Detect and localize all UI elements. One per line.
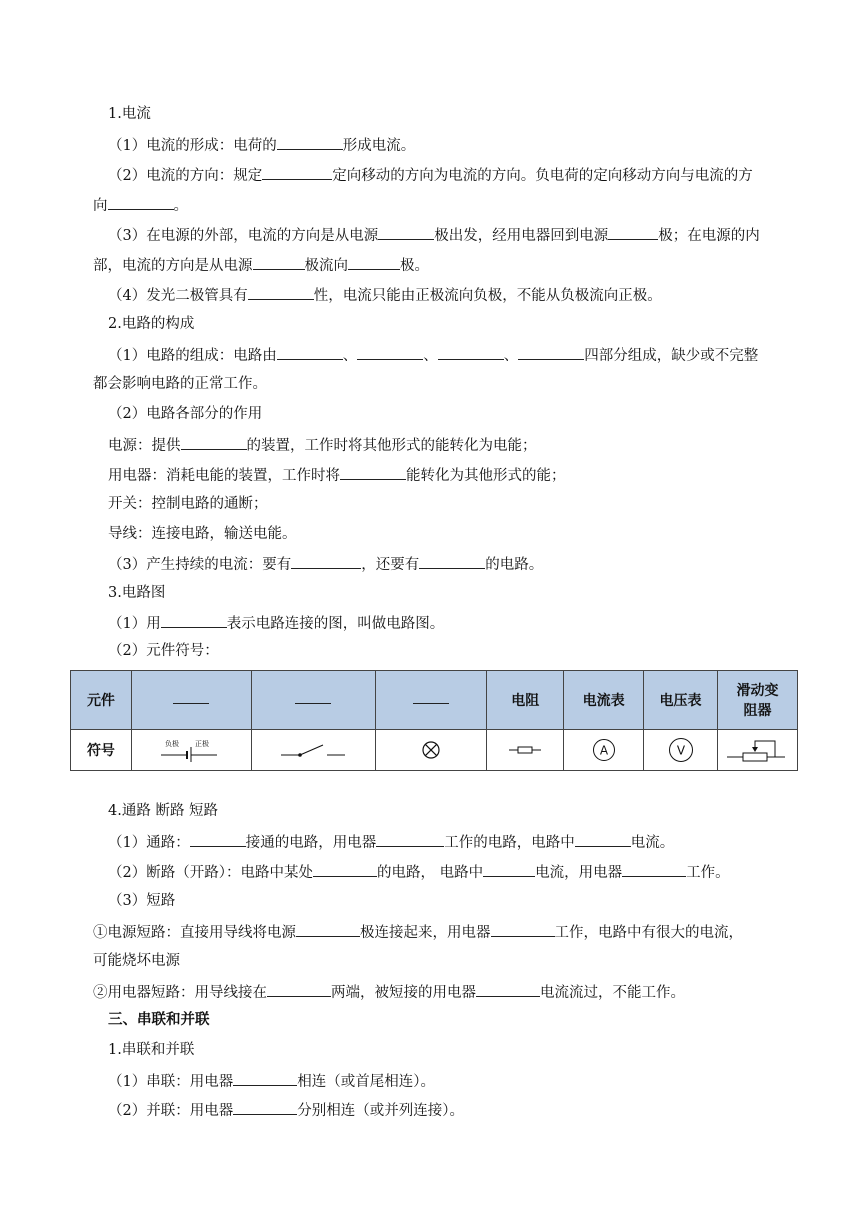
para-closed-circuit: （1）通路： 接通的电路，用电器 工作的电路，电路中 电流。	[108, 831, 674, 853]
blank-field[interactable]	[248, 284, 314, 300]
table-header-resistor: 电阻	[487, 671, 564, 730]
switch-symbol-cell	[251, 730, 375, 771]
lamp-symbol-cell	[375, 730, 487, 771]
blank-field[interactable]	[413, 693, 449, 704]
ammeter-symbol-cell	[564, 730, 644, 771]
table-blank-cell	[131, 671, 251, 730]
para-parallel: （2）并联：用电器 分别相连（或并列连接）。	[108, 1099, 464, 1121]
para-short-circuit: （3）短路	[108, 893, 176, 909]
para-source-short: ①电源短路：直接用导线将电源 极连接起来，用电器 工作，电路中有很大的电流，	[93, 921, 743, 943]
table-header-component: 元件	[71, 671, 132, 730]
blank-field[interactable]	[476, 981, 540, 997]
para-series: （1）串联：用电器 相连（或首尾相连）。	[108, 1070, 435, 1092]
blank-field[interactable]	[357, 344, 423, 360]
para-open-circuit: （2）断路（开路）：电路中某处 的电路， 电路中 电流，用电器 工作。	[108, 861, 730, 883]
switch-symbol-icon	[279, 740, 347, 760]
blank-field[interactable]	[622, 861, 686, 877]
battery-pos-label: 正极	[195, 740, 210, 748]
para-power-source: 电源：提供 的装置，工作时将其他形式的能转化为电能；	[108, 434, 537, 456]
table-header-voltmeter: 电压表	[644, 671, 718, 730]
blank-field[interactable]	[296, 921, 360, 937]
ammeter-letter: A	[599, 743, 608, 758]
battery-neg-label: 负极	[165, 740, 180, 748]
blank-field[interactable]	[295, 693, 331, 704]
table-header-symbol: 符号	[71, 730, 132, 771]
rheostat-symbol-icon	[725, 735, 789, 765]
blank-field[interactable]	[518, 344, 584, 360]
para-wire: 导线：连接电路，输送电能。	[108, 526, 297, 542]
blank-field[interactable]	[233, 1070, 297, 1086]
heading-circuit-diagram: 3.电路图	[108, 585, 166, 601]
resistor-symbol-cell	[487, 730, 564, 771]
blank-field[interactable]	[348, 254, 400, 270]
rheostat-label-line1: 滑动变	[736, 683, 779, 699]
para-external-direction: （3）在电源的外部，电流的方向是从电源 极出发，经用电器回到电源 极；在电源的内	[108, 224, 760, 246]
para-appliance-short: ②用电器短路：用导线接在 两端，被短接的用电器 电流流过，不能工作。	[93, 981, 685, 1003]
blank-field[interactable]	[575, 831, 631, 847]
lamp-symbol-icon	[420, 739, 442, 761]
blank-field[interactable]	[340, 464, 406, 480]
blank-field[interactable]	[262, 164, 332, 180]
rheostat-symbol-cell	[717, 730, 797, 771]
voltmeter-letter: V	[676, 743, 685, 758]
blank-field[interactable]	[190, 831, 246, 847]
para-source-short-cont: 可能烧坏电源	[93, 953, 180, 969]
blank-field[interactable]	[233, 1099, 297, 1115]
para-current-formation: （1）电流的形成：电荷的 形成电流。	[108, 134, 415, 156]
blank-field[interactable]	[438, 344, 504, 360]
blank-field[interactable]	[491, 921, 555, 937]
table-blank-cell	[251, 671, 375, 730]
table-header-ammeter: 电流表	[564, 671, 644, 730]
heading-circuit-composition: 2.电路的构成	[108, 316, 195, 332]
blank-field[interactable]	[291, 553, 361, 569]
heading-series-parallel: 三、串联和并联	[108, 1011, 210, 1028]
table-header-rheostat	[717, 671, 797, 730]
table-blank-cell	[375, 671, 487, 730]
blank-field[interactable]	[378, 224, 434, 240]
blank-field[interactable]	[277, 344, 343, 360]
para-circuit-diagram: （1）用 表示电路连接的图，叫做电路图。	[108, 612, 444, 634]
blank-field[interactable]	[608, 224, 658, 240]
subheading-series-parallel: 1.串联和并联	[108, 1042, 195, 1058]
rheostat-label-line2: 阻器	[743, 703, 772, 719]
para-switch: 开关：控制电路的通断；	[108, 496, 268, 512]
para-led: （4）发光二极管具有 性，电流只能由正极流向负极，不能从负极流向正极。	[108, 284, 662, 306]
voltmeter-symbol-cell	[644, 730, 718, 771]
para-current-direction-cont: 向 。	[93, 194, 188, 216]
voltmeter-symbol-icon	[667, 736, 695, 764]
para-internal-direction: 部，电流的方向是从电源 极流向 极。	[93, 254, 429, 276]
heading-circuit-states: 4.通路 断路 短路	[108, 803, 219, 819]
blank-field[interactable]	[313, 861, 377, 877]
battery-symbol-icon	[159, 738, 223, 762]
blank-field[interactable]	[483, 861, 535, 877]
para-current-direction: （2）电流的方向：规定 定向移动的方向为电流的方向。负电荷的定向移动方向与电流的方	[108, 164, 753, 186]
battery-symbol-cell	[131, 730, 251, 771]
blank-field[interactable]	[108, 194, 174, 210]
blank-field[interactable]	[173, 693, 209, 704]
blank-field[interactable]	[419, 553, 485, 569]
para-component-symbols: （2）元件符号：	[108, 643, 219, 659]
para-appliance: 用电器：消耗电能的装置，工作时将 能转化为其他形式的能；	[108, 464, 566, 486]
component-table	[70, 670, 798, 771]
para-circuit-composition-cont: 都会影响电路的正常工作。	[93, 376, 267, 392]
blank-field[interactable]	[277, 134, 343, 150]
resistor-symbol-icon	[507, 744, 543, 756]
blank-field[interactable]	[376, 831, 444, 847]
blank-field[interactable]	[161, 612, 227, 628]
blank-field[interactable]	[267, 981, 331, 997]
para-circuit-composition: （1）电路的组成：电路由 、 、 、 四部分组成，缺少或不完整	[108, 344, 758, 366]
ammeter-symbol-icon	[591, 737, 617, 763]
blank-field[interactable]	[253, 254, 305, 270]
para-continuous-current: （3）产生持续的电流：要有 ，还要有 的电路。	[108, 553, 543, 575]
blank-field[interactable]	[181, 434, 247, 450]
para-parts-function: （2）电路各部分的作用	[108, 406, 263, 422]
heading-current: 1.电流	[108, 106, 151, 122]
